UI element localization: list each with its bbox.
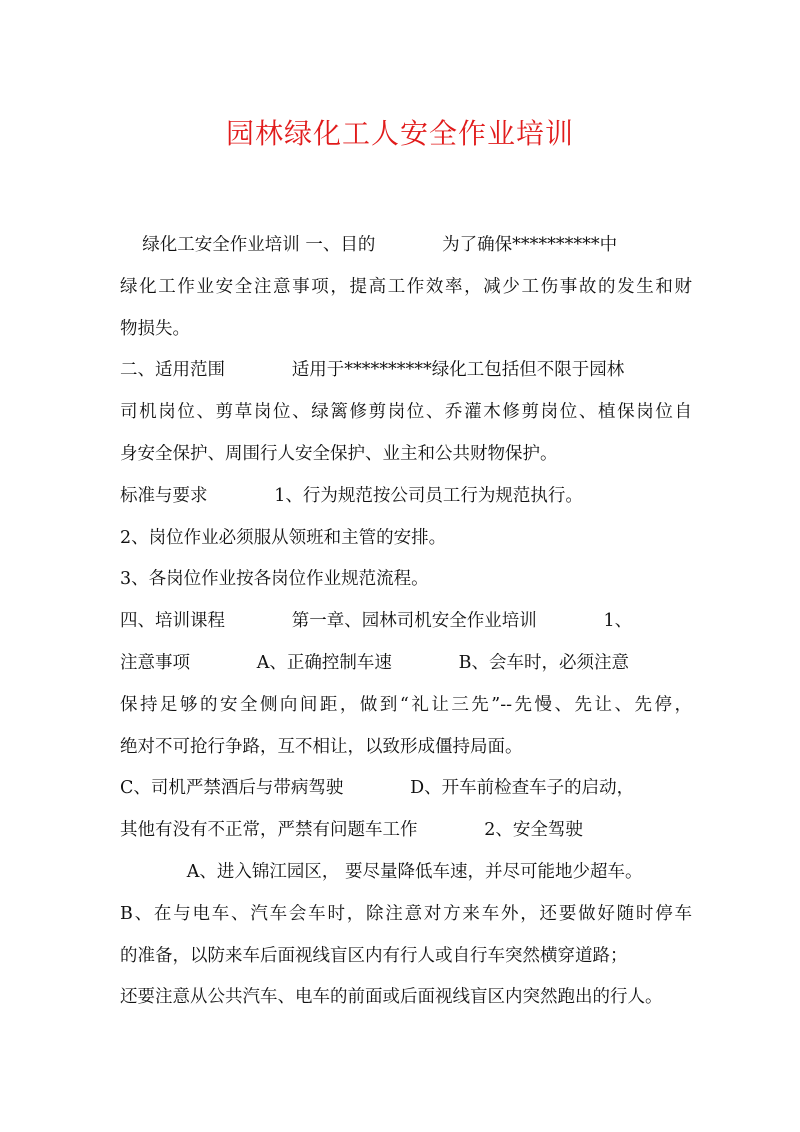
body-line-8: 2、岗位作业必须服从领班和主管的安排。 [120,527,447,548]
body-line-19: 还要注意从公共汽车、电车的前面或后面视线盲区内突然跑出的行人。 [120,987,663,1008]
body-line-5: 司机岗位、剪草岗位、绿篱修剪岗位、乔灌木修剪岗位、植保岗位自 [120,402,692,423]
body-line-18: 的准备，以防来车后面视线盲区内有行人或自行车突然横穿道路； [120,945,628,966]
body-line-4: 二、适用范围 适用于**********绿化工包括但不限于园林 [120,360,625,381]
body-line-3: 物损失。 [120,318,190,339]
body-line-9: 3、各岗位作业按各岗位作业规范流程。 [120,569,429,590]
body-line-7: 标准与要求 1、行为规范按公司员工行为规范执行。 [120,485,583,506]
body-line-13: 绝对不可抢行争路，互不相让，以致形成僵持局面。 [120,736,523,757]
body-line-15: 其他有没有不正常，严禁有问题车工作 2、安全驾驶 [120,820,583,841]
body-line-10: 四、培训课程 第一章、园林司机安全作业培训 1、 [120,611,633,632]
body-line-14: C、司机严禁酒后与带病驾驶 D、开车前检查车子的启动， [120,778,635,799]
body-line-17: B、在与电车、汽车会车时，除注意对方来车外，还要做好随时停车 [120,903,692,924]
document-body [120,225,692,1019]
body-line-12: 保持足够的安全侧向间距，做到“礼让三先”--先慢、先让、先停， [120,694,692,715]
document-title: 园林绿化工人安全作业培训 [225,117,574,150]
body-line-16: A、进入锦江园区， 要尽量降低车速，并尽可能地少超车。 [120,861,643,882]
body-line-1: 绿化工安全作业培训 一、目的 为了确保**********中 [120,235,618,255]
body-line-6: 身安全保护、周围行人安全保护、业主和公共财物保护。 [120,443,558,464]
body-line-11: 注意事项 A、正确控制车速 B、会车时，必须注意 [120,652,630,673]
body-line-2: 绿化工作业安全注意事项，提高工作效率，减少工伤事故的发生和财 [120,276,692,297]
